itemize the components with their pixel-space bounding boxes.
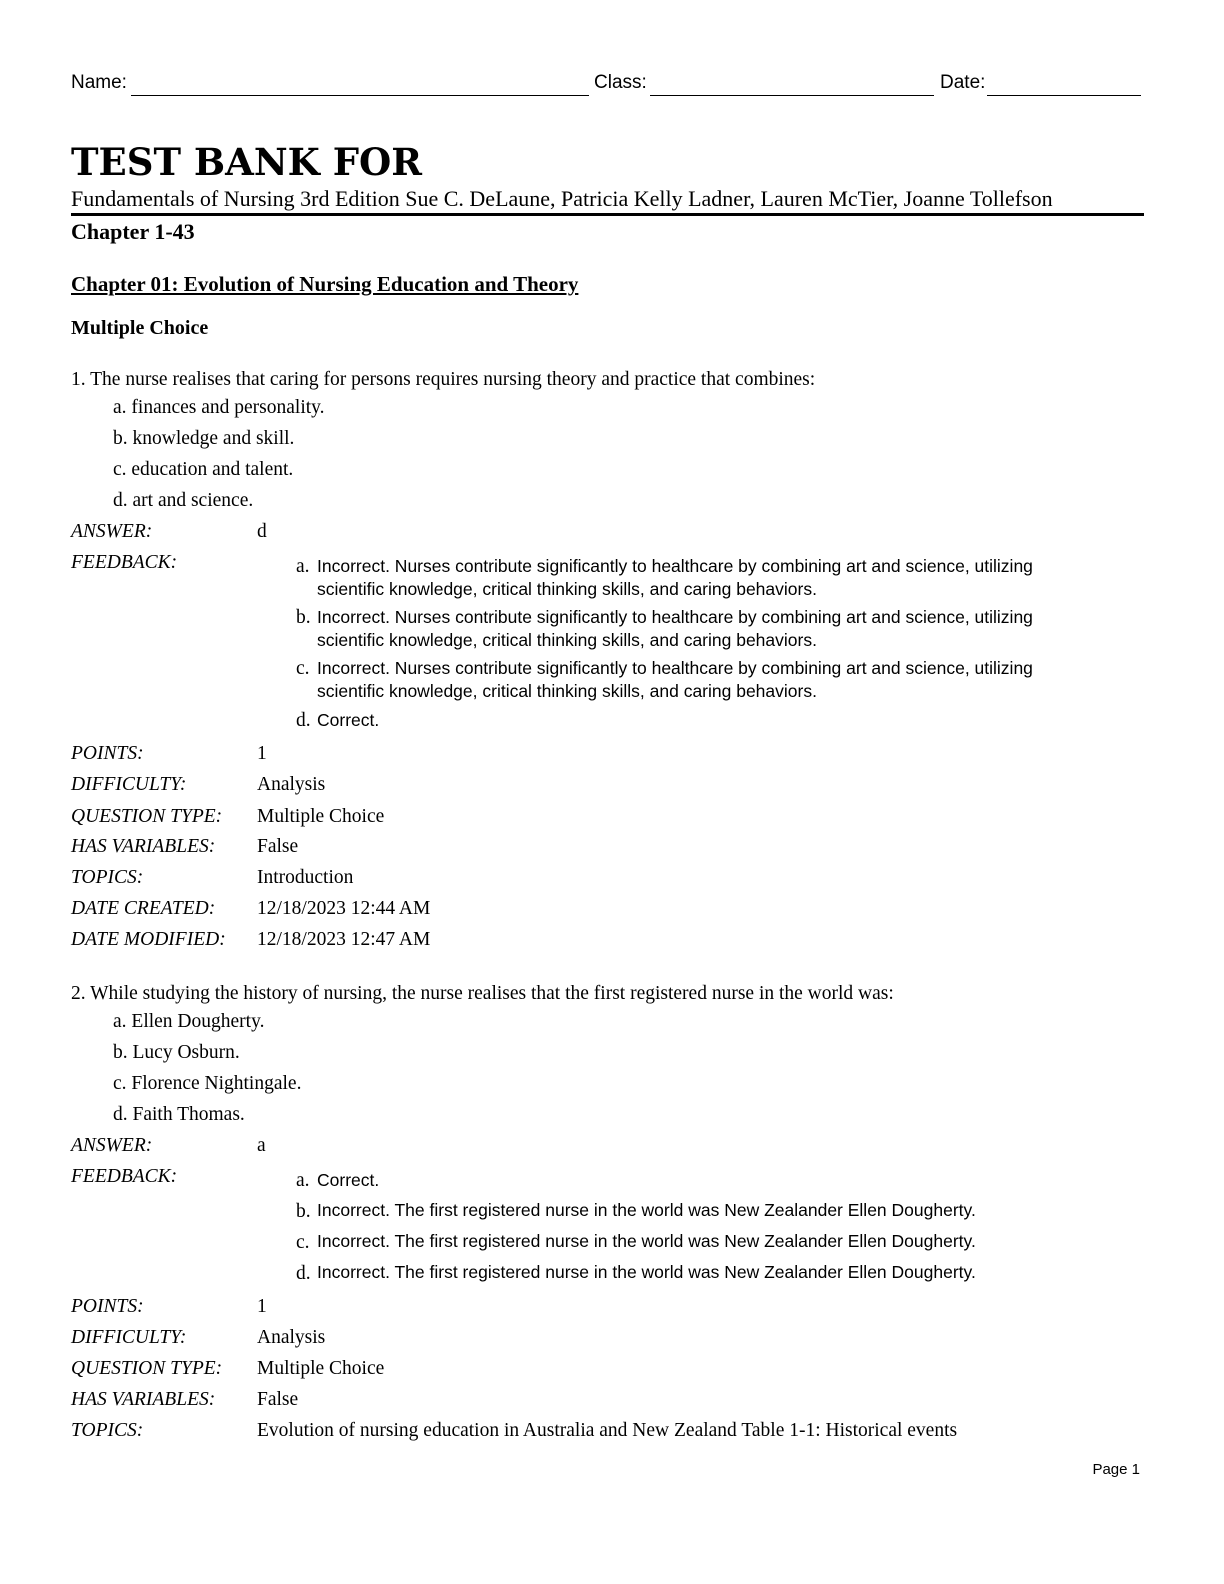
question-1-option-b: b. knowledge and skill. [113, 428, 295, 449]
question-type-label: QUESTION TYPE: [71, 806, 223, 827]
question-1-topics: Introduction [257, 867, 354, 888]
q1-feedback-a: Incorrect. Nurses contribute significantly to healthcare by combining art and science, utilizing scientific knowledge, critical thinking skills, and caring behaviors. [317, 556, 1033, 599]
question-2-type: Multiple Choice [257, 1358, 385, 1379]
chapter-range: Chapter 1-43 [71, 219, 195, 244]
q1-feedback-c: Incorrect. Nurses contribute significantly to healthcare by combining art and science, utilizing scientific knowledge, critical thinking skills, and caring behaviors. [317, 658, 1033, 701]
q2-feedback-letter-d: d. [296, 1263, 311, 1284]
q2-feedback-letter-a: a. [296, 1170, 310, 1191]
answer-label: ANSWER: [71, 521, 153, 542]
q2-feedback-c: Incorrect. The first registered nurse in the world was New Zealander Ellen Dougherty. [317, 1231, 976, 1251]
date-created-label: DATE CREATED: [71, 898, 216, 919]
has-variables-label: HAS VARIABLES: [71, 1389, 216, 1410]
answer-label: ANSWER: [71, 1135, 153, 1156]
question-2-option-c: c. Florence Nightingale. [113, 1073, 302, 1094]
q2-feedback-d: Incorrect. The first registered nurse in the world was New Zealander Ellen Dougherty. [317, 1262, 976, 1282]
question-1-has-variables: False [257, 836, 299, 857]
book-subtitle: Fundamentals of Nursing 3rd Edition Sue C. DeLaune, Patricia Kelly Ladner, Lauren McTier, Joanne Tollefson [71, 186, 1053, 211]
q1-feedback-letter-d: d. [296, 710, 311, 731]
points-label: POINTS: [71, 1296, 144, 1317]
question-type-label: QUESTION TYPE: [71, 1358, 223, 1379]
q2-feedback-b: Incorrect. The first registered nurse in the world was New Zealander Ellen Dougherty. [317, 1200, 976, 1220]
question-2-has-variables: False [257, 1389, 299, 1410]
feedback-label: FEEDBACK: [71, 1166, 178, 1187]
question-1-date-created: 12/18/2023 12:44 AM [257, 898, 431, 919]
section-heading: Multiple Choice [71, 317, 209, 339]
question-2-option-b: b. Lucy Osburn. [113, 1042, 240, 1063]
class-label: Class: [594, 72, 647, 93]
question-1-stem: 1. The nurse realises that caring for persons requires nursing theory and practice that combines: [71, 369, 816, 390]
question-2-points: 1 [257, 1296, 267, 1317]
q1-feedback-letter-b: b. [296, 607, 311, 628]
question-2-topics: Evolution of nursing education in Australia and New Zealand Table 1-1: Historical events [257, 1420, 958, 1441]
q1-feedback-letter-c: c. [296, 658, 310, 679]
name-line [131, 95, 589, 96]
question-2-answer: a [257, 1135, 266, 1156]
chapter-heading: Chapter 01: Evolution of Nursing Education and Theory [71, 272, 579, 296]
question-2-option-a: a. Ellen Dougherty. [113, 1011, 265, 1032]
class-line [650, 95, 934, 96]
topics-label: TOPICS: [71, 867, 144, 888]
q2-feedback-letter-c: c. [296, 1232, 310, 1253]
question-1-points: 1 [257, 743, 267, 764]
q1-feedback-d: Correct. [317, 710, 380, 730]
date-label: Date: [940, 72, 986, 93]
question-1-type: Multiple Choice [257, 806, 385, 827]
question-1-date-modified: 12/18/2023 12:47 AM [257, 929, 431, 950]
question-2-difficulty: Analysis [257, 1327, 326, 1348]
q1-feedback-letter-a: a. [296, 556, 310, 577]
q1-feedback-b: Incorrect. Nurses contribute significantly to healthcare by combining art and science, utilizing scientific knowledge, critical thinking skills, and caring behaviors. [317, 607, 1033, 650]
name-label: Name: [71, 72, 127, 93]
has-variables-label: HAS VARIABLES: [71, 836, 216, 857]
question-1-answer: d [257, 521, 267, 542]
question-1-option-a: a. finances and personality. [113, 397, 325, 418]
title-rule [71, 213, 1144, 216]
page-title: TEST BANK FOR [71, 140, 422, 184]
q2-feedback-a: Correct. [317, 1170, 380, 1190]
question-2-option-d: d. Faith Thomas. [113, 1104, 245, 1125]
points-label: POINTS: [71, 743, 144, 764]
question-1-option-c: c. education and talent. [113, 459, 294, 480]
feedback-label: FEEDBACK: [71, 552, 178, 573]
topics-label: TOPICS: [71, 1420, 144, 1441]
page-number: Page 1 [1092, 1461, 1140, 1478]
question-2-stem: 2. While studying the history of nursing, the nurse realises that the first registered nurse in the world was: [71, 983, 894, 1004]
date-line [987, 95, 1141, 96]
difficulty-label: DIFFICULTY: [71, 774, 187, 795]
question-1-option-d: d. art and science. [113, 490, 254, 511]
difficulty-label: DIFFICULTY: [71, 1327, 187, 1348]
question-1-difficulty: Analysis [257, 774, 326, 795]
date-modified-label: DATE MODIFIED: [71, 929, 226, 950]
q2-feedback-letter-b: b. [296, 1201, 311, 1222]
